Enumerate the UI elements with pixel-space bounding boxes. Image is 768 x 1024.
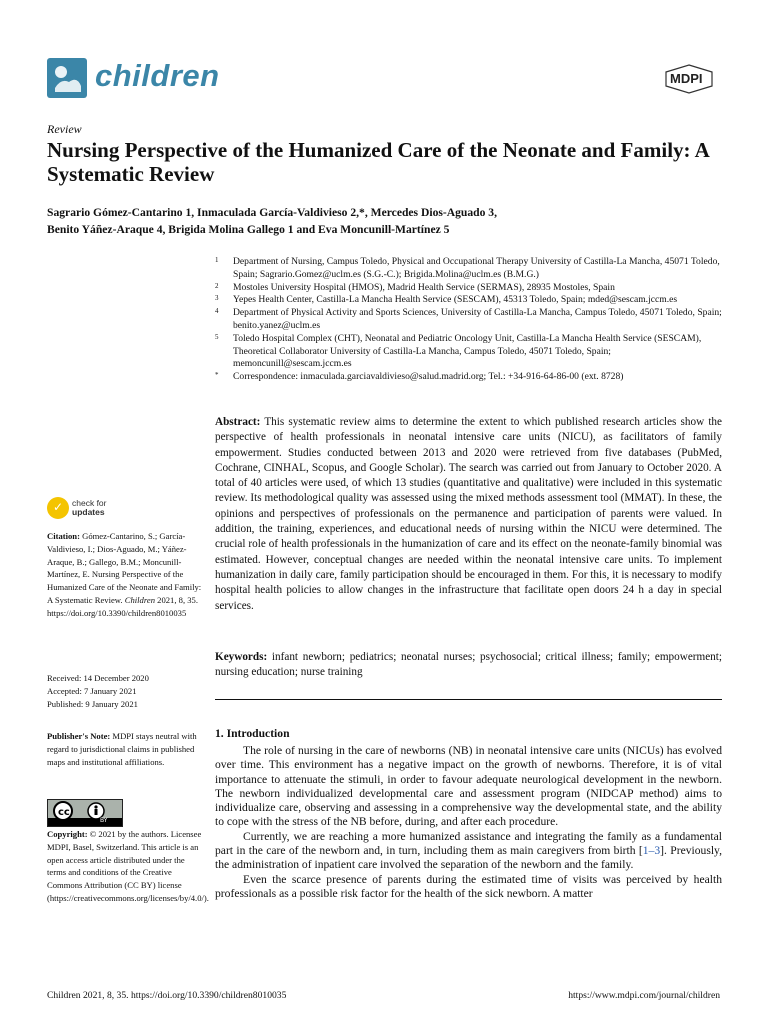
citation-journal: Children: [124, 594, 155, 605]
authors-line-1: Sagrario Gómez-Cantarino 1, Inmaculada García-Valdivieso 2,*, Mercedes Dios-Aguado 3,: [47, 206, 497, 219]
author-list: [47, 204, 727, 238]
affiliation-number: 4: [215, 307, 219, 316]
paragraph-text: Currently, we are reaching a more humanized assistance and integrating the family as a fundamental part in the care of the newborn and, in turn, including them as main caregivers from birth [: [215, 829, 722, 858]
dates-block: [47, 672, 202, 710]
creative-commons-icon: [48, 800, 122, 826]
citation-doi[interactable]: 2021, 8, 35. https://doi.org/10.3390/children8010035: [47, 594, 198, 618]
abstract: [215, 415, 722, 614]
section-heading: 1. Introduction: [215, 727, 290, 740]
abstract-label: Abstract:: [215, 416, 261, 428]
footer-citation[interactable]: Children 2021, 8, 35. https://doi.org/10.3390/children8010035: [47, 990, 287, 1001]
affiliation-text: Mostoles University Hospital (HMOS), Madrid Health Service (SERMAS), 28935 Mostoles, Spain: [233, 281, 615, 293]
copyright-label: Copyright:: [47, 829, 88, 839]
abstract-text: This systematic review aims to determine the extent to which published research articles show the perspective of health professionals in neonatal intensive care units (NICU), as facilitators of family empowerment. Studies conducted between 2013 and 2020 were retrieved from five databases (PubMed, Cochrane, CINHAL, Scopus, and Google Scholar). The search was carried out from January to October 2020. A total of 40 articles were used, of which 13 studies (quantitative and qualitative) were included in this systematic review. Its methodological quality was assessed using the mixed methods assessment tool (MMAT). In these, the opinions and perspectives of professionals on the permanence and participation of parents were valued. In addition, the training, experiences, and educational needs of nursing within the NICU were determined. The crucial role of health professionals in the humanization of care and its effect on the neonate-family binomial was estimated. However, conceptual changes are needed within the neonatal intensive care units. To implement humanization in daily care, family participation should be encouraged in them. For this, it is necessary to modify hospital health policies to allow changes in the infrastructure that facilitate open doors 24 h a day in special services.: [215, 416, 722, 612]
correspondence: [215, 371, 725, 384]
keywords-label: Keywords:: [215, 651, 268, 663]
check-for-updates[interactable]: [72, 499, 107, 517]
received-date: Received: 14 December 2020: [47, 673, 149, 683]
paragraph: The role of nursing in the care of newborns (NB) in neonatal intensive care units (NICUs) has evolved over time. This environment has a negative impact on the growth of newborns. Therefore, it is of vital importance to attenuate the stimuli, in order to favour adequate neurological development in the newborn. The newborn individualized developmental care and assessment program (NIDCAP method) aims to individualize care, observing and assessing in a comprehensive way the developmental state, and the ability to cope with the stress of the NB before, during, and after each procedure.: [215, 744, 722, 829]
paragraph-text: ]. Previously, the administration of inpatient care involved the separation of the newborn and the family.: [215, 844, 723, 872]
body-text: [215, 744, 722, 901]
affiliation-text: Yepes Health Center, Castilla-La Mancha Health Service (SESCAM), 45313 Toledo, Spain; mded@sescam.jccm.es: [233, 294, 678, 306]
affiliation-text: Department of Nursing, Campus Toledo, Physical and Occupational Therapy University of Castilla-La Mancha, 45071 Toledo, Spain; Sagrario.Gomez@uclm.es (S.G.-C.); Brigida.Molina@uclm.es (B.M.G.): [233, 256, 720, 280]
cc-by-license-badge[interactable]: [47, 799, 123, 827]
note-text: MDPI stays neutral with regard to jurisdictional claims in published maps and institutional affiliations.: [47, 731, 197, 767]
affiliations: [215, 256, 725, 384]
copyright-text: © 2021 by the authors. Licensee MDPI, Basel, Switzerland. This article is an open access article distributed under the terms and conditions of the Creative Commons Attribution (CC BY) license (https://creativecommons.org/licenses/by/4.0/).: [47, 829, 209, 903]
divider: [215, 699, 722, 700]
affiliation-text: Toledo Hospital Complex (CHT), Neonatal and Pediatric Oncology Unit, Castilla-La Mancha Health Service (SESCAM), Theoretical Collaborator University of Castilla-La Mancha, Campus Toledo, 45071 Toledo, Spain; memoncunill@sescam.jccm.es: [233, 332, 702, 370]
journal-logo: [47, 58, 87, 98]
article-title: Nursing Perspective of the Humanized Care of the Neonate and Family: A Systematic Review: [47, 138, 709, 186]
keywords-text: infant newborn; pediatrics; neonatal nurses; psychosocial; critical illness; family; empowerment; nursing education; nurse training: [215, 651, 722, 679]
published-date: Published: 9 January 2021: [47, 698, 138, 709]
affiliation-item: [215, 333, 725, 371]
journal-name[interactable]: children: [95, 58, 220, 93]
affiliation-item: [215, 307, 725, 333]
updates-label: updates: [72, 507, 105, 517]
svg-text:cc: cc: [58, 807, 70, 818]
affiliation-item: [215, 256, 725, 282]
copyright-block: [47, 828, 209, 905]
correspondence-text: Correspondence: inmaculada.garciavaldivieso@salud.madrid.org; Tel.: +34-916-64-86-00 (ext. 8728): [233, 371, 624, 383]
citation-link[interactable]: 1–3: [642, 844, 661, 858]
affiliation-number: *: [215, 371, 219, 380]
authors-line-2: Benito Yáñez-Araque 4, Brigida Molina Gallego 1 and Eva Moncunill-Martínez 5: [47, 223, 450, 236]
citation-block: [47, 530, 202, 620]
affiliation-text: Department of Physical Activity and Sports Sciences, University of Castilla-La Mancha, Campus Toledo, 45071 Toledo, Spain; benito.yanez@uclm.es: [233, 307, 722, 331]
checkmark-icon: ✓: [53, 500, 64, 514]
article-type: Review: [47, 122, 82, 136]
affiliation-number: 5: [215, 332, 219, 341]
check-label: check for: [72, 498, 107, 508]
citation-text: Gómez-Cantarino, S.; García-Valdivieso, I.; Dios-Aguado, M.; Yáñez-Araque, B.; Gallego, B.M.; Moncunill-Martínez, E. Nursing Perspective of the Humanized Care of the Neonate and Family: A Systematic Review.: [47, 531, 202, 605]
accepted-date: Accepted: 7 January 2021: [47, 685, 137, 696]
paragraph: Even the scarce presence of parents during the estimated time of visits was perceived by health professionals as a possible risk factor for the health of the sick newborn. A matter: [215, 872, 722, 900]
affiliation-number: 2: [215, 281, 219, 290]
note-label: Publisher's Note:: [47, 731, 111, 741]
affiliation-item: [215, 294, 725, 307]
children-logo-icon: [47, 58, 87, 98]
paragraph: [215, 830, 722, 873]
affiliation-number: 1: [215, 256, 219, 264]
publishers-note: [47, 730, 202, 768]
publisher-name: MDPI: [670, 71, 703, 86]
affiliation-item: [215, 282, 725, 295]
keywords: [215, 650, 722, 681]
citation-label: Citation:: [47, 531, 80, 541]
cc-by-label: BY: [100, 817, 108, 824]
footer-journal-url[interactable]: https://www.mdpi.com/journal/children: [568, 990, 720, 1001]
affiliation-number: 3: [215, 294, 219, 303]
